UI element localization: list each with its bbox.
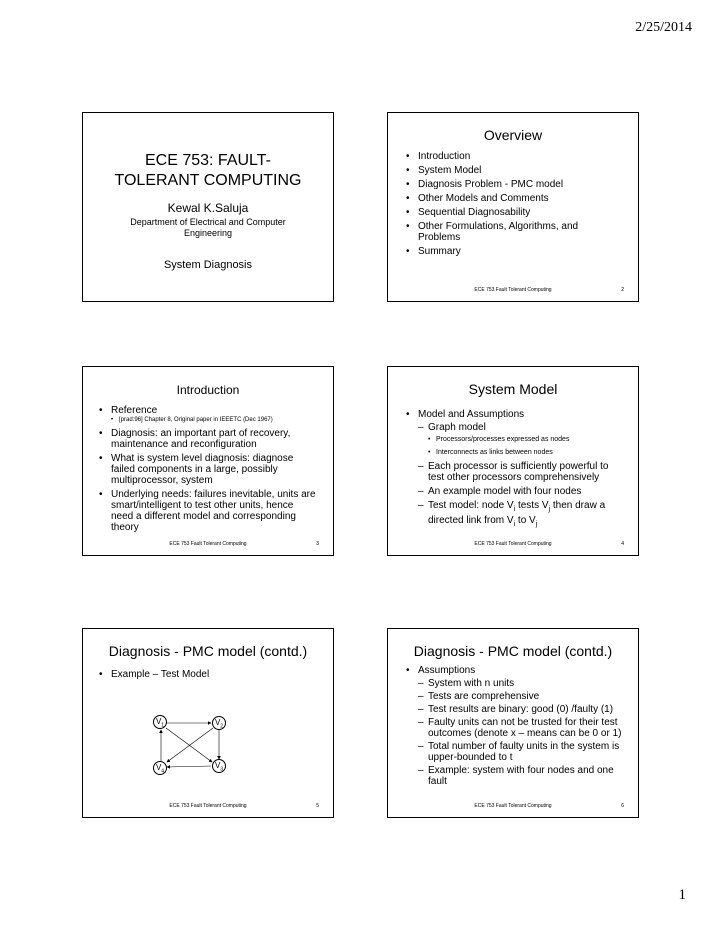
bullet-text: Model and Assumptions (418, 409, 525, 420)
list-item: • Other Models and Comments (404, 193, 622, 204)
slide-5 (82, 628, 334, 818)
slide-footer: ECE 753 Fault Tolerant Computing (474, 541, 552, 547)
list-item: • Processors/processes expressed as nodes (428, 435, 626, 444)
bullet-text: Graph model (428, 422, 486, 433)
slide-1-subtitle: System Diagnosis (163, 259, 253, 271)
node-v4 (153, 761, 167, 775)
node-label: V (155, 717, 162, 726)
slide-5-title: Diagnosis - PMC model (contd.) (108, 643, 308, 659)
list-item: • Diagnosis: an important part of recovery, maintenance and reconfiguration (97, 428, 317, 450)
overview-list (404, 151, 622, 260)
subscript-j: j (535, 521, 538, 528)
subscript-i: i (513, 521, 516, 528)
list-item: • Underlying needs: failures inevitable, units are smart/intelligent to test other units, hence need a different model and corresponding theory (97, 489, 317, 533)
slide-3 (82, 366, 334, 556)
node-label: V (214, 761, 221, 770)
slide-6 (387, 628, 639, 818)
node-v3 (212, 759, 226, 773)
page-date: 2/25/2014 (635, 20, 692, 35)
slide-footer: ECE 753 Fault Tolerant Computing (474, 803, 552, 809)
list-item: • Summary (404, 246, 622, 257)
list-item: • Interconnects as links between nodes (428, 448, 626, 457)
list-item: • Introduction (404, 151, 622, 162)
list-item: • Diagnosis Problem - PMC model (404, 179, 622, 190)
list-item (404, 409, 626, 530)
slide-1 (82, 112, 334, 302)
slide-footer: ECE 753 Fault Tolerant Computing (169, 803, 247, 809)
test-text-c: then draw a directed link from V (428, 500, 606, 526)
slide-footer: ECE 753 Fault Tolerant Computing (169, 541, 247, 547)
slide-footer: ECE 753 Fault Tolerant Computing (474, 287, 552, 293)
node-label: V (214, 718, 221, 727)
node-subscript: 2 (220, 723, 224, 730)
list-item: • Other Formulations, Algorithms, and Problems (404, 221, 622, 243)
list-item (97, 405, 317, 424)
assumptions-list (404, 665, 626, 790)
node-v2 (212, 716, 226, 730)
list-item: – Each processor is sufficiently powerful to test other processors comprehensively (418, 461, 626, 483)
test-text-b: tests V (515, 500, 549, 511)
test-model-graph (153, 715, 253, 775)
subscript-i: i (513, 506, 516, 513)
list-item: – Faulty units can not be trusted for their test outcomes (denote x – means can be 0 or 1) (418, 717, 626, 739)
bullet-text: Assumptions (418, 665, 476, 676)
slide-4-title: System Model (468, 381, 558, 397)
list-item: • System Model (404, 165, 622, 176)
list-item: – An example model with four nodes (418, 486, 626, 497)
list-item (418, 500, 626, 530)
node-subscript: 4 (161, 768, 165, 775)
reference-detail: • [prad:96] Chapter 8, Original paper in IEEETC (Dec 1967) (111, 416, 317, 424)
slide-number: 2 (621, 287, 624, 293)
node-subscript: 1 (161, 722, 165, 729)
slide-2-title: Overview (483, 127, 543, 143)
slide-number: 3 (316, 541, 319, 547)
introduction-list (97, 405, 317, 536)
node-v1 (153, 715, 167, 729)
list-item: – Tests are comprehensive (418, 691, 626, 702)
slide-number: 4 (621, 541, 624, 547)
edge-v1-v3 (166, 728, 212, 762)
list-item (404, 665, 626, 787)
node-label: V (155, 763, 162, 772)
test-text-d: to V (515, 515, 536, 526)
test-text-a: Test model: node V (428, 500, 514, 511)
list-item: – Test results are binary: good (0) /faulty (1) (418, 704, 626, 715)
slide-number: 5 (316, 803, 319, 809)
list-item (418, 422, 626, 457)
slide-1-title: ECE 753: FAULT-TOLERANT COMPUTING (114, 152, 302, 189)
slide-3-title: Introduction (176, 383, 240, 397)
list-item: – Example: system with four nodes and one fault (418, 765, 626, 787)
slide-2 (387, 112, 639, 302)
list-item: • Sequential Diagnosability (404, 207, 622, 218)
page-number: 1 (678, 887, 686, 903)
list-item: – Total number of faulty units in the system is upper-bounded to t (418, 741, 626, 763)
example-list (97, 669, 321, 683)
slide-1-dept: Department of Electrical and Computer Engineering (130, 217, 286, 238)
slide-6-title: Diagnosis - PMC model (contd.) (413, 643, 613, 659)
subscript-j: j (548, 506, 551, 513)
list-item: • What is system level diagnosis: diagnose failed components in a large, possibly multiprocessor, system (97, 453, 317, 486)
edge-v2-v4 (167, 728, 213, 762)
system-model-list (404, 409, 626, 533)
slide-4 (387, 366, 639, 556)
slide-number: 6 (621, 803, 624, 809)
list-item: – System with n units (418, 678, 626, 689)
list-item: • Example – Test Model (97, 669, 321, 680)
reference-label: Reference (111, 405, 158, 416)
edge-v3-v4 (167, 766, 211, 767)
node-subscript: 3 (220, 766, 224, 773)
slide-1-author: Kewal K.Saluja (167, 201, 249, 215)
